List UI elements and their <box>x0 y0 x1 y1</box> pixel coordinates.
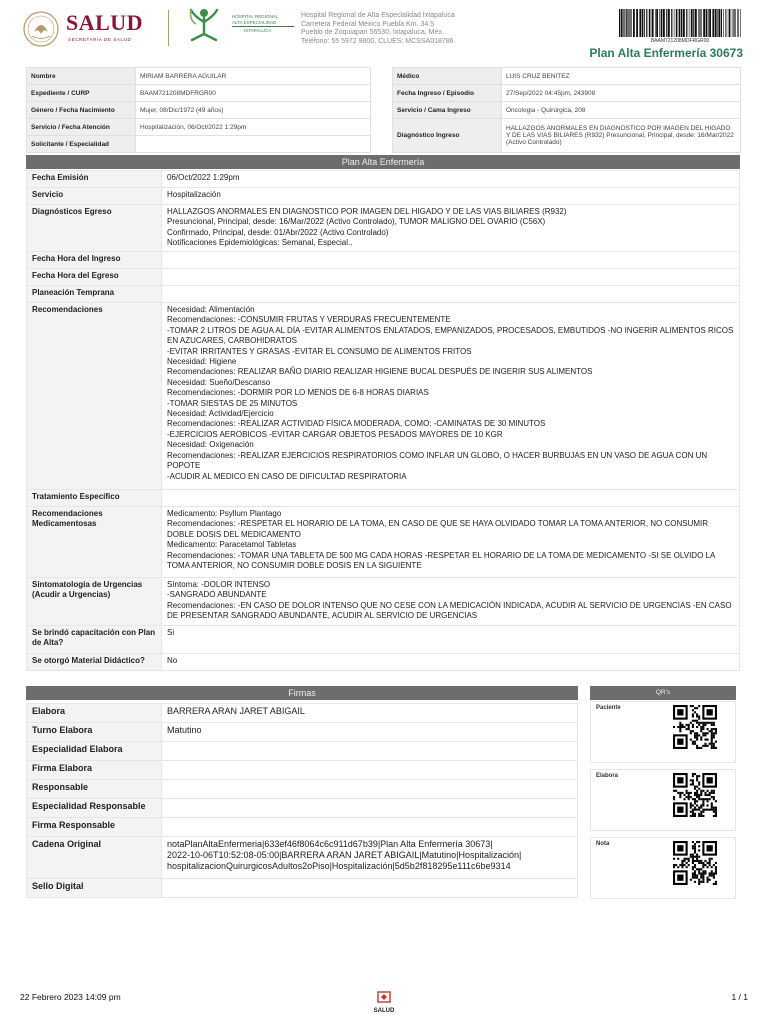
row-value: 27/Sep/2022 04:45pm, 243908 <box>502 85 741 102</box>
row-value <box>162 799 578 818</box>
row-value: BAAM721208MDFRGR00 <box>136 85 371 102</box>
qr-card <box>590 837 736 899</box>
row-value <box>136 136 371 153</box>
table-row <box>27 286 740 303</box>
row-label: Género / Fecha Nacimiento <box>27 102 136 119</box>
hospital-address-block <box>301 12 501 46</box>
table-row <box>27 119 371 136</box>
row-value: MIRIAM BARRERA AGUILAR <box>136 68 371 85</box>
qr-label: Nota <box>596 841 610 847</box>
row-label: Recomendaciones Medicamentosas <box>27 507 162 578</box>
row-label: Se brindó capacitación con Plan de Alta? <box>27 626 162 654</box>
row-value: Matutino <box>162 723 578 742</box>
qr-code-icon <box>673 705 717 749</box>
qr-code-icon <box>673 773 717 817</box>
row-label: Fecha Hora del Ingreso <box>27 252 162 269</box>
row-value: Oncologia - Quirúrgica, 208 <box>502 102 741 119</box>
page-number: 1 / 1 <box>731 992 748 1002</box>
row-value: HALLAZGOS ANORMALES EN DIAGNOSTICO POR IMAGEN DEL HIGADO Y DE LAS VIAS BILIARES (R932) Presuncional, Principal, desde: 16/Mar/2022 (Activo Controlado), TUMOR MALIGNO DEL OVARIO (C56X) Confirmado, Principal, desde: 01/Abr/2022 (Activo Controlado) Notificaciones Epidemiológicas: Semanal, Especial.. <box>162 205 740 252</box>
qr-label: Paciente <box>596 705 621 711</box>
row-label: Planeación Temprana <box>27 286 162 303</box>
table-row <box>27 490 740 507</box>
table-row <box>27 704 578 723</box>
qr-code-icon <box>673 841 717 885</box>
hospital-logo <box>186 6 294 46</box>
table-row <box>27 507 740 578</box>
table-row <box>393 68 741 85</box>
qr-card <box>590 701 736 763</box>
hospital-name: Hospital Regional de Alta Especialidad Ixtapaluca <box>301 12 455 19</box>
row-label: Servicio <box>27 188 162 205</box>
plan-section-header: Plan Alta Enfermería <box>26 155 740 169</box>
row-label: Firma Elabora <box>27 761 162 780</box>
hospital-logo-line-2: ALTA ESPECIALIDAD <box>232 19 277 25</box>
row-value: Síntoma: -DOLOR INTENSO -SANGRADO ABUNDANTE Recomendaciones: -EN CASO DE DOLOR INTENSO QUE NO CESE CON LA MEDICACIÓN INDICADA, ACUDIR AL SERVICIO DE URGENCIAS -EN CASO DE PRESENTAR SANGRADO ABUNDANTE, ACUDIR AL SERVICIO DE URGENCIAS <box>162 578 740 626</box>
salud-logo <box>22 8 152 48</box>
row-value: notaPlanAltaEnfermeria|633ef46f8064c6c911d67b39|Plan Alta Enfermería 30673| 2022-10-06T10:52:08-05:00|BARRERA ARAN JARET ABIGAIL|Matutino|Hospitalización| hospitalizacionQuirurgicosAdultos2oPiso|Hospitalización|5d5b2f818295e111c6be9314 <box>162 837 578 879</box>
row-label: Especialidad Responsable <box>27 799 162 818</box>
row-value <box>162 490 740 507</box>
qrs-section-header: QR's <box>590 686 736 700</box>
row-label: Turno Elabora <box>27 723 162 742</box>
row-label: Diagnósticos Egreso <box>27 205 162 252</box>
row-value: Si <box>162 626 740 654</box>
row-label: Servicio / Cama Ingreso <box>393 102 502 119</box>
hospital-logo-line-3: IXTAPALUCA <box>232 26 294 34</box>
row-label: Diagnóstico Ingreso <box>393 119 502 153</box>
table-row <box>27 171 740 188</box>
row-label: Médico <box>393 68 502 85</box>
firmas-table <box>26 703 578 898</box>
row-label: Solicitante / Especialidad <box>27 136 136 153</box>
table-row <box>27 578 740 626</box>
row-label: Servicio / Fecha Atención <box>27 119 136 136</box>
hospital-figure-icon <box>186 6 222 42</box>
mexico-eagle-emblem-icon <box>22 10 60 48</box>
row-value: Hospitalización <box>162 188 740 205</box>
row-label: Sintomatología de Urgencias (Acudir a Urgencias) <box>27 578 162 626</box>
row-value: Medicamento: Psyllum Plantago Recomendaciones: -RESPETAR EL HORARIO DE LA TOMA, EN CASO DE QUE SE HAYA OLVIDADO TOMAR LA TOMA ANTERIOR, NO CONSUMIR DOBLE DOSIS DEL MEDICAMENTO Medicamento: Paracetamol Tabletas Recomendaciones: -TOMAR UNA TABLETA DE 500 MG CADA HORAS -RESPETAR EL HORARIO DE LA TOMA DE MEDICAMENTO -SI SE OLVIDO LA TOMA ANTERIOR, NO CONSUMIR DOBLE DOSIS EN LA SIGUIENTE <box>162 507 740 578</box>
row-value <box>162 286 740 303</box>
row-label: Firma Responsable <box>27 818 162 837</box>
table-row <box>27 780 578 799</box>
table-row <box>393 85 741 102</box>
row-label: Cadena Original <box>27 837 162 879</box>
table-row <box>27 837 578 879</box>
qr-label: Elabora <box>596 773 619 779</box>
patient-info-table <box>26 67 371 153</box>
table-row <box>27 205 740 252</box>
row-value: Mujer, 08/Dic/1972 (49 años) <box>136 102 371 119</box>
salud-mark-icon <box>377 991 391 1003</box>
row-label: Se otorgó Material Didáctico? <box>27 654 162 671</box>
row-value: No <box>162 654 740 671</box>
salud-wordmark: SALUD <box>66 10 144 35</box>
table-row <box>27 879 578 898</box>
qr-card <box>590 769 736 831</box>
table-row <box>27 303 740 490</box>
row-value <box>162 252 740 269</box>
table-row <box>393 119 741 153</box>
row-label: Tratamiento Específico <box>27 490 162 507</box>
table-row <box>27 799 578 818</box>
row-label: Recomendaciones <box>27 303 162 490</box>
row-label: Especialidad Elabora <box>27 742 162 761</box>
barcode-number: BAAM721208MDFRGR00 <box>650 38 710 44</box>
row-value <box>162 761 578 780</box>
row-value <box>162 818 578 837</box>
row-label: Responsable <box>27 780 162 799</box>
salud-subtitle: SECRETARÍA DE SALUD <box>68 37 132 42</box>
row-value <box>162 879 578 898</box>
document-title: Plan Alta Enfermería 30673 <box>589 46 743 60</box>
row-label: Expediente / CURP <box>27 85 136 102</box>
encounter-info-table <box>392 67 741 153</box>
row-value <box>162 742 578 761</box>
table-row <box>27 742 578 761</box>
row-label: Nombre <box>27 68 136 85</box>
table-row <box>27 723 578 742</box>
row-label: Sello Digital <box>27 879 162 898</box>
header-divider <box>168 10 169 46</box>
table-row <box>27 761 578 780</box>
qr-list <box>590 701 736 899</box>
row-label: Fecha Ingreso / Episodio <box>393 85 502 102</box>
address-line-1: Carretera Federal México Puebla Km. 34.5 <box>301 20 435 28</box>
firmas-section-header: Firmas <box>26 686 578 700</box>
table-row <box>27 626 740 654</box>
footer-logo-text: SALUD <box>373 1008 395 1014</box>
table-row <box>27 68 371 85</box>
row-value: Hospitalización, 06/Oct/2022 1:29pm <box>136 119 371 136</box>
print-timestamp: 22 Febrero 2023 14:09 pm <box>20 992 121 1002</box>
row-label: Fecha Emisión <box>27 171 162 188</box>
table-row <box>393 102 741 119</box>
row-value: 06/Oct/2022 1:29pm <box>162 171 740 188</box>
table-row <box>27 269 740 286</box>
row-label: Elabora <box>27 704 162 723</box>
address-line-3: Teléfono: 55 5972 9800, CLUES: MCSSA018786 <box>301 37 454 45</box>
table-row <box>27 818 578 837</box>
table-row <box>27 85 371 102</box>
table-row <box>27 136 371 153</box>
plan-table <box>26 170 740 671</box>
barcode-icon <box>619 9 741 37</box>
row-value: Necesidad: Alimentación Recomendaciones: -CONSUMIR FRUTAS Y VERDURAS FRECUENTEMENTE -TOMAR 2 LITROS DE AGUA AL DÍA -EVITAR ALIMENTOS ENLATADOS, EMPANIZADOS, PROCESADOS, EMBUTIDOS -NO INGERIR ALIMENTOS RICOS EN AZUCARES, CARBOHIDRATOS -EVITAR IRRITANTES Y GRASAS -EVITAR EL CONSUMO DE ALIMENTOS FRITOS Necesidad: Higiene Recomendaciones: REALIZAR BAÑO DIARIO REALIZAR HIGIENE BUCAL DESPUÉS DE INGERIR SUS ALIMENTOS Necesidad: Sueño/Descanso Recomendaciones: -DORMIR POR LO MENOS DE 6-8 HORAS DIARIAS -TOMAR SIESTAS DE 25 MINUTOS Necesidad: Actividad/Ejercicio Recomendaciones: -REALIZAR ACTIVIDAD FÍSICA MODERADA, COMO: -CAMINATAS DE 30 MINUTOS -EJERCICIOS AEROBICOS -EVITAR CARGAR OBJETOS PESADOS MAYORES DE 10 KGR Necesidad: Oxigenación Recomendaciones: -REALIZAR EJERCICIOS RESPIRATORIOS COMO INFLAR UN GLOBO, O HACER BURBUJAS EN UN VASO DE AGUA CON UN POPOTE -ACUDIR AL MEDICO EN CASO DE DIFICULTAD RESPIRATORIA <box>162 303 740 490</box>
row-value: BARRERA ARAN JARET ABIGAIL <box>162 704 578 723</box>
address-line-2: Pueblo de Zoquiapan 56530, Ixtapaluca, Méx. <box>301 29 444 37</box>
row-value <box>162 269 740 286</box>
row-value: HALLAZGOS ANORMALES EN DIAGNOSTICO POR IMAGEN DEL HIGADO Y DE LAS VIAS BILIARES (R932) Presuncional, Principal, desde: 16/Mar/2022 (Activo Controlado) <box>502 119 741 153</box>
hospital-logo-line-1: HOSPITAL REGIONAL <box>232 14 279 19</box>
footer-salud-logo <box>366 990 402 1015</box>
row-label: Fecha Hora del Egreso <box>27 269 162 286</box>
row-value <box>162 780 578 799</box>
table-row <box>27 188 740 205</box>
row-value: LUIS CRUZ BENITEZ <box>502 68 741 85</box>
table-row <box>27 252 740 269</box>
table-row <box>27 102 371 119</box>
table-row <box>27 654 740 671</box>
